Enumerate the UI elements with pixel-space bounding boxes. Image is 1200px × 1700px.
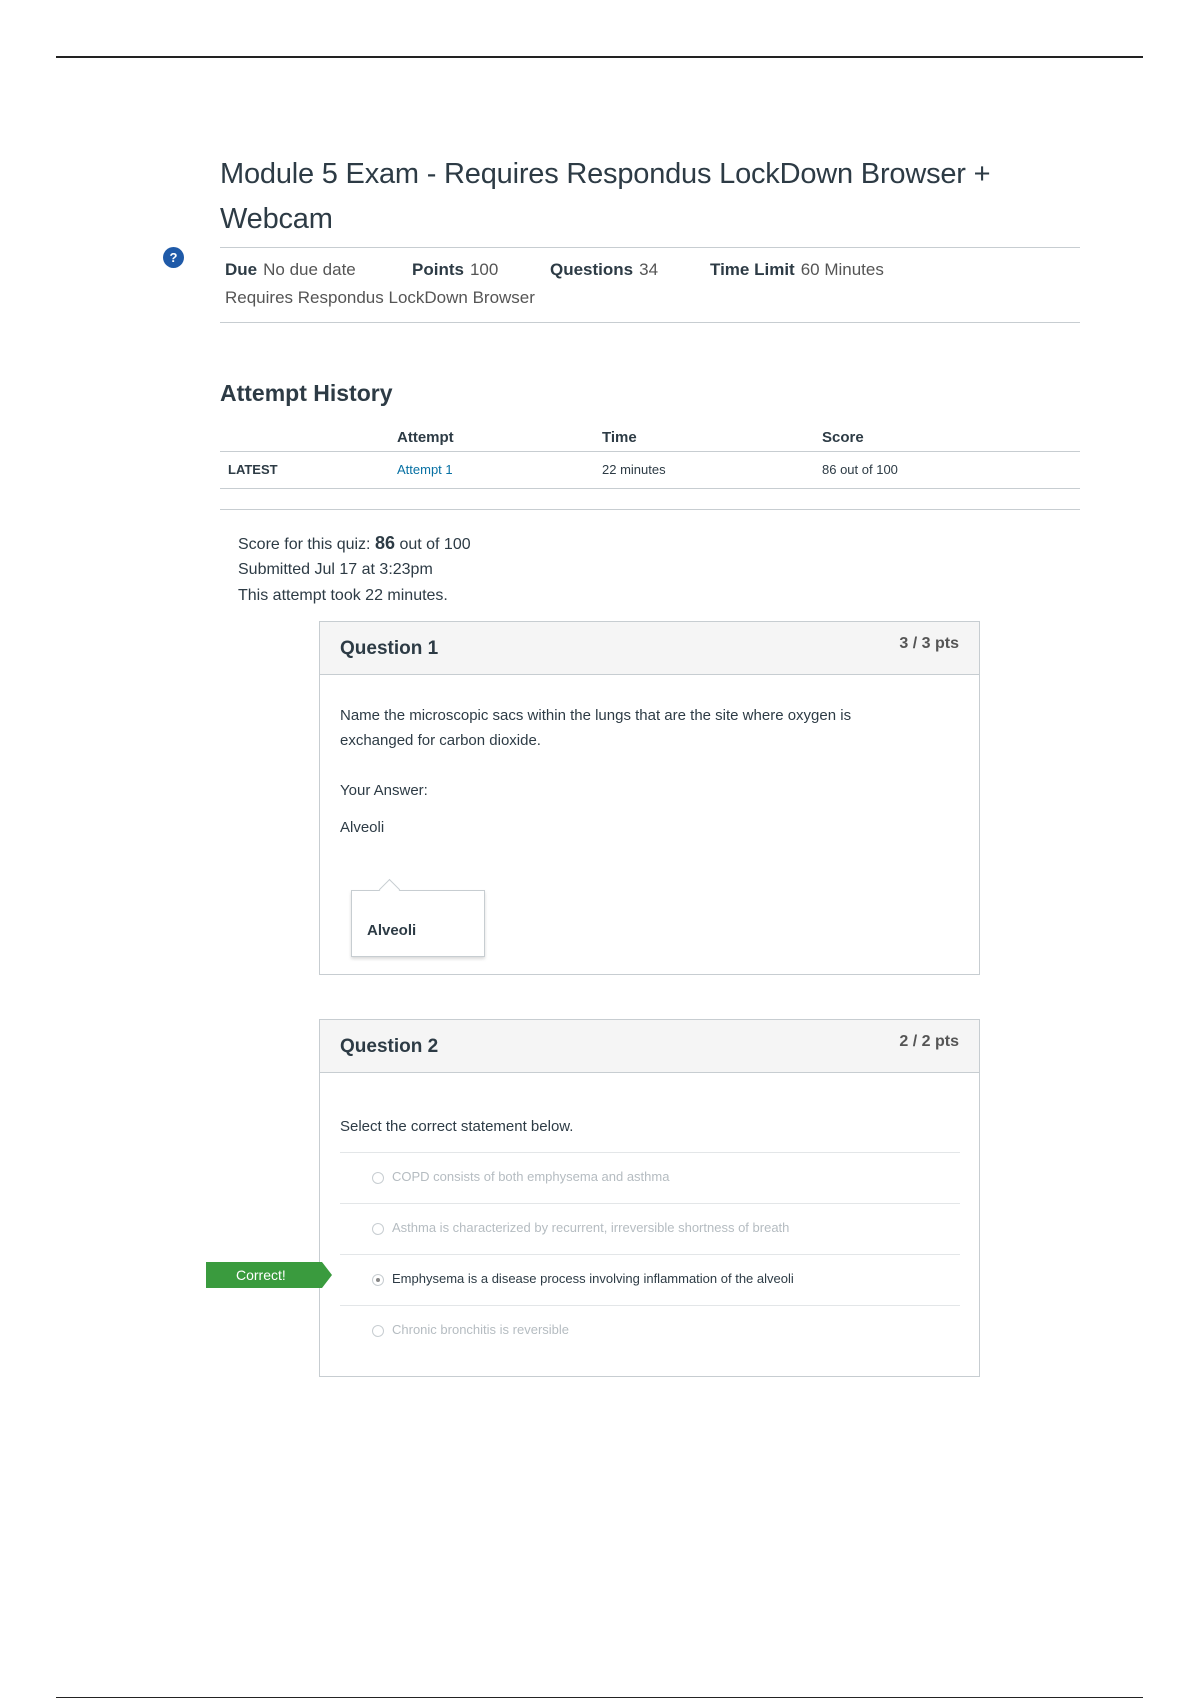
- question-header: [320, 622, 979, 675]
- answer-option[interactable]: [340, 1305, 960, 1356]
- page-bottom-rule: [56, 1697, 1143, 1698]
- radio-button[interactable]: [372, 1223, 384, 1235]
- correct-answer-box: [351, 890, 485, 957]
- correct-flag: Correct!: [206, 1262, 322, 1288]
- meta-due: [225, 260, 356, 280]
- question-text: Select the correct statement below.: [340, 1118, 574, 1135]
- attempt-cell: [397, 462, 453, 477]
- question-name: Question 2: [340, 1036, 439, 1057]
- answer-option[interactable]: [340, 1254, 960, 1305]
- score-suffix: out of 100: [399, 536, 471, 553]
- score-summary: [238, 533, 471, 554]
- question-text: [340, 703, 851, 753]
- question-card: [319, 1019, 980, 1377]
- question-name: Question 1: [340, 638, 439, 659]
- answer-option-label: Chronic bronchitis is reversible: [392, 1322, 570, 1337]
- divider: [220, 247, 1080, 248]
- meta-questions-value: 34: [639, 260, 659, 279]
- attempt-link[interactable]: Attempt 1: [397, 462, 453, 477]
- answer-option-label: COPD consists of both emphysema and asthma: [392, 1169, 670, 1184]
- score-prefix: Score for this quiz:: [238, 536, 371, 553]
- score-cell: 86 out of 100: [822, 462, 898, 477]
- question-text-line: exchanged for carbon dioxide.: [340, 732, 541, 749]
- answer-option[interactable]: [340, 1203, 960, 1254]
- question-circle-icon[interactable]: ?: [163, 247, 184, 268]
- question-points: 2 / 2 pts: [899, 1033, 959, 1050]
- column-header-score: Score: [822, 429, 864, 446]
- question-card: [319, 621, 980, 975]
- column-header-time: Time: [602, 429, 637, 446]
- page-top-rule: [56, 56, 1143, 58]
- time-cell: 22 minutes: [602, 462, 666, 477]
- your-answer-label: Your Answer:: [340, 782, 428, 799]
- radio-button[interactable]: [372, 1172, 384, 1184]
- answer-option-label: Asthma is characterized by recurrent, irreversible shortness of breath: [392, 1220, 790, 1235]
- attempt-history-title: Attempt History: [220, 380, 393, 406]
- meta-time-limit-value: 60 Minutes: [800, 260, 884, 279]
- divider: [220, 322, 1080, 323]
- divider: [220, 509, 1080, 510]
- meta-points-label: Points: [412, 260, 464, 279]
- score-value: 86: [374, 533, 395, 553]
- answer-option-label: Emphysema is a disease process involving inflammation of the alveoli: [392, 1271, 794, 1286]
- radio-button-selected[interactable]: [372, 1274, 384, 1286]
- meta-questions: [550, 260, 658, 280]
- meta-requirement-text: Requires Respondus LockDown Browser: [225, 288, 535, 307]
- table-divider: [220, 451, 1080, 452]
- meta-points: [412, 260, 498, 280]
- meta-points-value: 100: [469, 260, 499, 279]
- table-divider: [220, 488, 1080, 489]
- meta-questions-label: Questions: [550, 260, 634, 279]
- meta-due-value: No due date: [263, 260, 356, 279]
- question-header: [320, 1020, 979, 1073]
- meta-time-limit: [710, 260, 884, 280]
- answer-option[interactable]: [340, 1152, 960, 1203]
- quiz-title: Module 5 Exam - Requires Respondus LockDown Browser + Webcam: [220, 158, 991, 235]
- submitted-text: Submitted Jul 17 at 3:23pm: [238, 561, 433, 578]
- meta-due-label: Due: [225, 260, 258, 279]
- radio-button[interactable]: [372, 1325, 384, 1337]
- meta-time-limit-label: Time Limit: [710, 260, 795, 279]
- question-points: 3 / 3 pts: [899, 635, 959, 652]
- meta-requirement: [225, 288, 535, 308]
- duration-text: This attempt took 22 minutes.: [238, 587, 448, 604]
- column-header-attempt: Attempt: [397, 429, 454, 446]
- question-text-line: Name the microscopic sacs within the lungs that are the site where oxygen is: [340, 707, 852, 724]
- correct-answer-text: Alveoli: [367, 922, 417, 939]
- row-label: LATEST: [228, 462, 278, 477]
- your-answer-value: Alveoli: [340, 819, 385, 836]
